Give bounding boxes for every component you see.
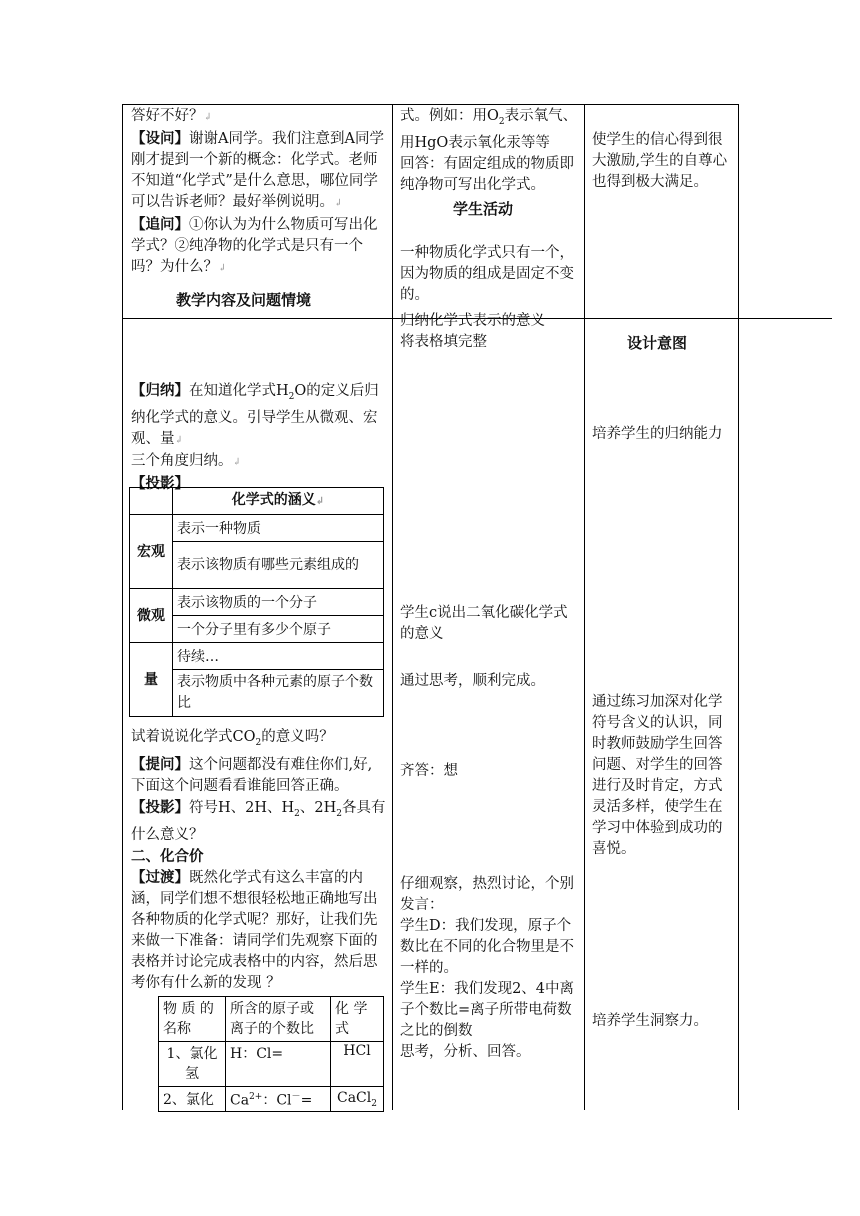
- col3-header: 设计意图: [627, 334, 688, 352]
- table-right-border: [738, 104, 739, 1110]
- col1-paragraph: 试着说说化学式$CO_2$的意义吗？: [131, 729, 334, 748]
- col2-paragraph: 学生E：我们发现2、4中离子个数比=离子所带电荷数之比的倒数: [400, 981, 575, 1039]
- col2-block: [400, 311, 580, 353]
- table2-cell: 1、氯化氢: [159, 1042, 226, 1087]
- table1-group-macro: 宏观: [130, 515, 173, 589]
- col3-paragraph: 培养学生洞察力。: [592, 1013, 708, 1029]
- col1-paragraph: 【投影】符号H、2H、$H_2$、$2H_2$各具有什么意义？: [131, 798, 386, 843]
- col3-block: [592, 1011, 732, 1032]
- col2-paragraph: 一种物质化学式只有一个，因为物质的组成是固定不变的。: [400, 245, 574, 303]
- col2-paragraph: 学生D：我们发现，原子个数比在不同的化合物里是不一样的。: [400, 918, 574, 976]
- table1-cell: 表示一种物质: [173, 515, 384, 542]
- col1-section-title: 二、化合价: [131, 847, 204, 865]
- col1-paragraph: 答好不好？↲: [131, 108, 212, 124]
- table2-header: 化 学式: [331, 997, 384, 1042]
- valence-table: [158, 996, 384, 1112]
- col2-block: [400, 874, 580, 1063]
- table-top-border: [122, 104, 738, 105]
- table1-cell: 表示该物质的一个分子: [173, 589, 384, 616]
- table2-cell: 2、氯化: [159, 1087, 226, 1112]
- col1-paragraph: 【提问】这个问题都没有难住你们,好,下面这个问题看看谁能回答正确。: [131, 755, 373, 794]
- col2-paragraph: 通过思考，顺利完成。: [400, 673, 545, 689]
- col2-paragraph: 学生c说出二氧化碳化学式的意义: [400, 605, 568, 642]
- table1-group-micro: 微观: [130, 589, 173, 643]
- table1-cell: 待续…: [173, 643, 384, 670]
- table-col-divider-1: [392, 104, 393, 1110]
- col1-paragraph: 【投影】: [131, 474, 189, 492]
- col2-paragraph: 将表格填完整: [400, 334, 487, 350]
- table2-header: 所含的原子或离子的个数比: [226, 997, 331, 1042]
- col2-paragraph: 思考，分析、回答。: [400, 1044, 531, 1060]
- table-col-divider-2: [584, 104, 585, 1110]
- formula-meaning-table: [129, 487, 384, 717]
- col2-paragraph: 齐答：想: [400, 763, 458, 779]
- col1-top-block: [131, 106, 386, 279]
- table1-cell: 表示该物质有哪些元素组成的: [173, 542, 384, 589]
- table1-cell: 表示物质中各种元素的原子个数比: [173, 670, 384, 717]
- col2-block: [400, 671, 580, 692]
- col3-block: [592, 692, 732, 860]
- table-left-border: [122, 104, 123, 1110]
- col2-paragraph: 归纳化学式表示的意义: [400, 313, 545, 329]
- col1-paragraph: 【过渡】既然化学式有这么丰富的内涵，同学们想不想很轻松地正确地写出各种物质的化学式呢？那好，让我们先来做一下准备：请同学们先观察下面的表格并讨论完成表格中的内容，然后思考你有什么新的发现 ？: [131, 868, 378, 991]
- table1-cell: 一个分子里有多少个原子: [173, 616, 384, 643]
- col3-paragraph: 使学生的信心得到很大激励,学生的自尊心也得到极大满足。: [592, 132, 728, 190]
- table1-group-quantity: 量: [130, 643, 173, 717]
- col2-paragraph: 回答：有固定组成的物质即纯净物可写出化学式。: [400, 155, 574, 193]
- table2-cell: H：Cl=: [226, 1042, 331, 1087]
- col2-block: [400, 603, 580, 645]
- col2-header: 学生活动: [453, 200, 514, 218]
- col1-paragraph: 【设问】谢谢A同学。我们注意到A同学刚才提到一个新的概念：化学式。老师不知道“化学式”是什么意思，哪位同学可以告诉老师？最好举例说明。↲: [131, 130, 384, 210]
- col3-block: [592, 424, 732, 445]
- col1-paragraph: 三个角度归纳。↲: [131, 452, 241, 469]
- col3-paragraph: 培养学生的归纳能力: [592, 426, 723, 442]
- col2-block: [400, 243, 580, 306]
- table2-cell: CaCl$_2$: [331, 1087, 384, 1112]
- col1-header: 教学内容及问题情境: [176, 291, 312, 309]
- col1-paragraph: 【追问】①你认为为什么物质可写出化学式？②纯净物的化学式是只有一个吗？为什么？↲: [131, 216, 378, 275]
- table2-cell: HCl: [331, 1042, 384, 1087]
- col2-paragraph: 仔细观察，热烈讨论，个别发言：: [400, 876, 574, 913]
- col3-paragraph: 通过练习加深对化学符号含义的认识，同时教师鼓励学生回答问题、对学生的回答进行及时肯定，方式灵活多样，使学生在学习中体验到成功的喜悦。: [592, 694, 723, 857]
- col3-block: [592, 130, 732, 193]
- table2-cell: $Ca^{2+}$：Cl－=: [226, 1087, 331, 1112]
- col2-paragraph: 式。例如：用$O_2$表示氧气、用HgO表示氧化汞等等: [400, 108, 578, 151]
- table1-title: 化学式的涵义↲: [173, 488, 384, 515]
- col1-middle-block: [131, 727, 386, 994]
- col2-top-block: [400, 106, 580, 196]
- col2-block: [400, 761, 580, 782]
- col1-summary-block: [131, 380, 386, 495]
- table2-header: 物 质 的名称: [159, 997, 226, 1042]
- col1-paragraph: 【归纳】在知道化学式$H_2O$的定义后归纳化学式的意义。引导学生从微观、宏观、量↲: [131, 382, 379, 447]
